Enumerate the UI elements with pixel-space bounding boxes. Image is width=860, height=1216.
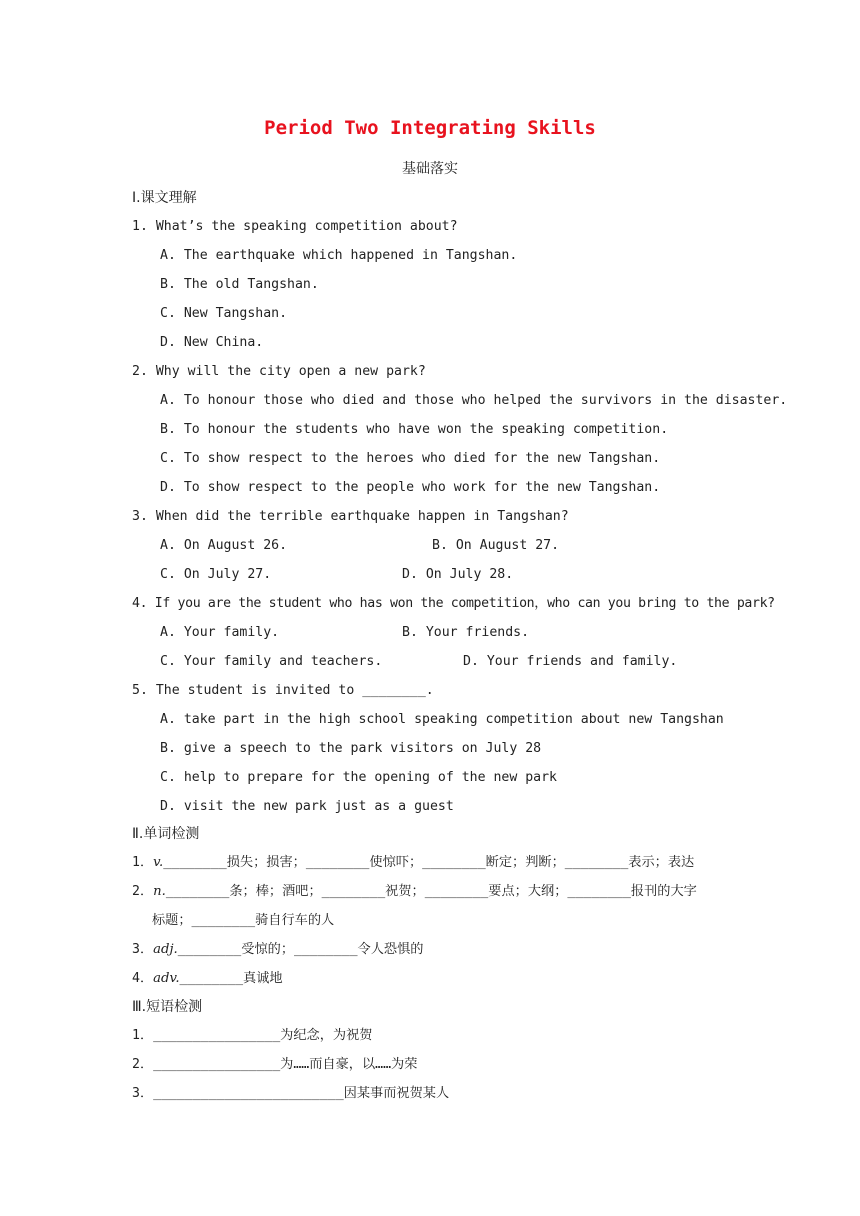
q3-option-b: B. On August 27.: [432, 538, 560, 553]
phrase-line-3: 3．________________________因某事而祝贺某人: [132, 1086, 450, 1101]
vocab-line-4-number: 4．: [132, 971, 154, 986]
q5-option-b: B. give a speech to the park visitors on July 28: [160, 741, 542, 756]
q4-option-b: B. Your friends.: [402, 625, 530, 640]
q2-option-d: D. To show respect to the people who work for the new Tangshan.: [160, 480, 661, 495]
q1-option-a: A. The earthquake which happened in Tangshan.: [160, 248, 518, 263]
phrase-line-1: 1．________________为纪念，为祝贺: [132, 1028, 373, 1043]
q4-option-a: A. Your family.: [160, 625, 280, 640]
vocab-line-2-continued: 标题；________骑自行车的人: [152, 913, 335, 928]
q3-option-d: D. On July 28.: [402, 567, 514, 582]
section-heading-2: Ⅱ.单词检测: [132, 826, 200, 842]
q2-option-c: C. To show respect to the heroes who died for the new Tangshan.: [160, 451, 661, 466]
question-4: 4. If you are the student who has won the competition，who can you bring to the park?: [132, 596, 775, 611]
q1-option-d: D. New China.: [160, 335, 264, 350]
vocab-line-4-pos: adv.: [153, 971, 180, 986]
vocab-line-2-number: 2．: [132, 884, 154, 899]
vocab-line-4: [132, 970, 283, 988]
q4-option-c: C. Your family and teachers.: [160, 654, 383, 669]
q1-option-b: B. The old Tangshan.: [160, 277, 319, 292]
q3-option-a: A. On August 26.: [160, 538, 288, 553]
q2-option-b: B. To honour the students who have won the speaking competition.: [160, 422, 669, 437]
phrase-line-2: 2．________________为……而自豪，以……为荣: [132, 1057, 418, 1072]
section-heading-1: Ⅰ.课文理解: [132, 190, 197, 206]
vocab-line-2-text: ________条；棒；酒吧；________祝贺；________要点；大纲；________报刊的大字: [165, 884, 697, 899]
vocab-line-3-pos: adj.: [153, 942, 178, 957]
question-3: 3. When did the terrible earthquake happen in Tangshan?: [132, 509, 569, 524]
vocab-line-3-number: 3．: [132, 942, 154, 957]
question-1: 1. What’s the speaking competition about?: [132, 219, 458, 234]
q1-option-c: C. New Tangshan.: [160, 306, 288, 321]
q4-option-d: D. Your friends and family.: [463, 654, 678, 669]
vocab-line-2-pos: n.: [153, 884, 166, 899]
page-subtitle: 基础落实: [402, 161, 458, 177]
vocab-line-4-text: ________真诚地: [179, 971, 283, 986]
question-5: 5. The student is invited to ________.: [132, 683, 434, 698]
page-title: Period Two Integrating Skills: [264, 117, 596, 139]
vocab-line-3-text: ________受惊的；________令人恐惧的: [177, 942, 424, 957]
q5-option-d: D. visit the new park just as a guest: [160, 799, 454, 814]
vocab-line-1-pos: v.: [153, 855, 164, 870]
vocab-line-1-number: 1．: [132, 855, 154, 870]
q5-option-a: A. take part in the high school speaking competition about new Tangshan: [160, 712, 724, 727]
vocab-line-1-text: ________损失；损害；________使惊吓；________断定；判断；________表示；表达: [163, 855, 695, 870]
vocab-line-1: [132, 854, 694, 872]
question-2: 2. Why will the city open a new park?: [132, 364, 426, 379]
section-heading-3: Ⅲ.短语检测: [132, 999, 203, 1015]
q3-option-c: C. On July 27.: [160, 567, 272, 582]
vocab-line-2: [132, 883, 697, 901]
q2-option-a: A. To honour those who died and those who helped the survivors in the disaster.: [160, 393, 788, 408]
q5-option-c: C. help to prepare for the opening of the new park: [160, 770, 557, 785]
vocab-line-3: [132, 941, 423, 959]
